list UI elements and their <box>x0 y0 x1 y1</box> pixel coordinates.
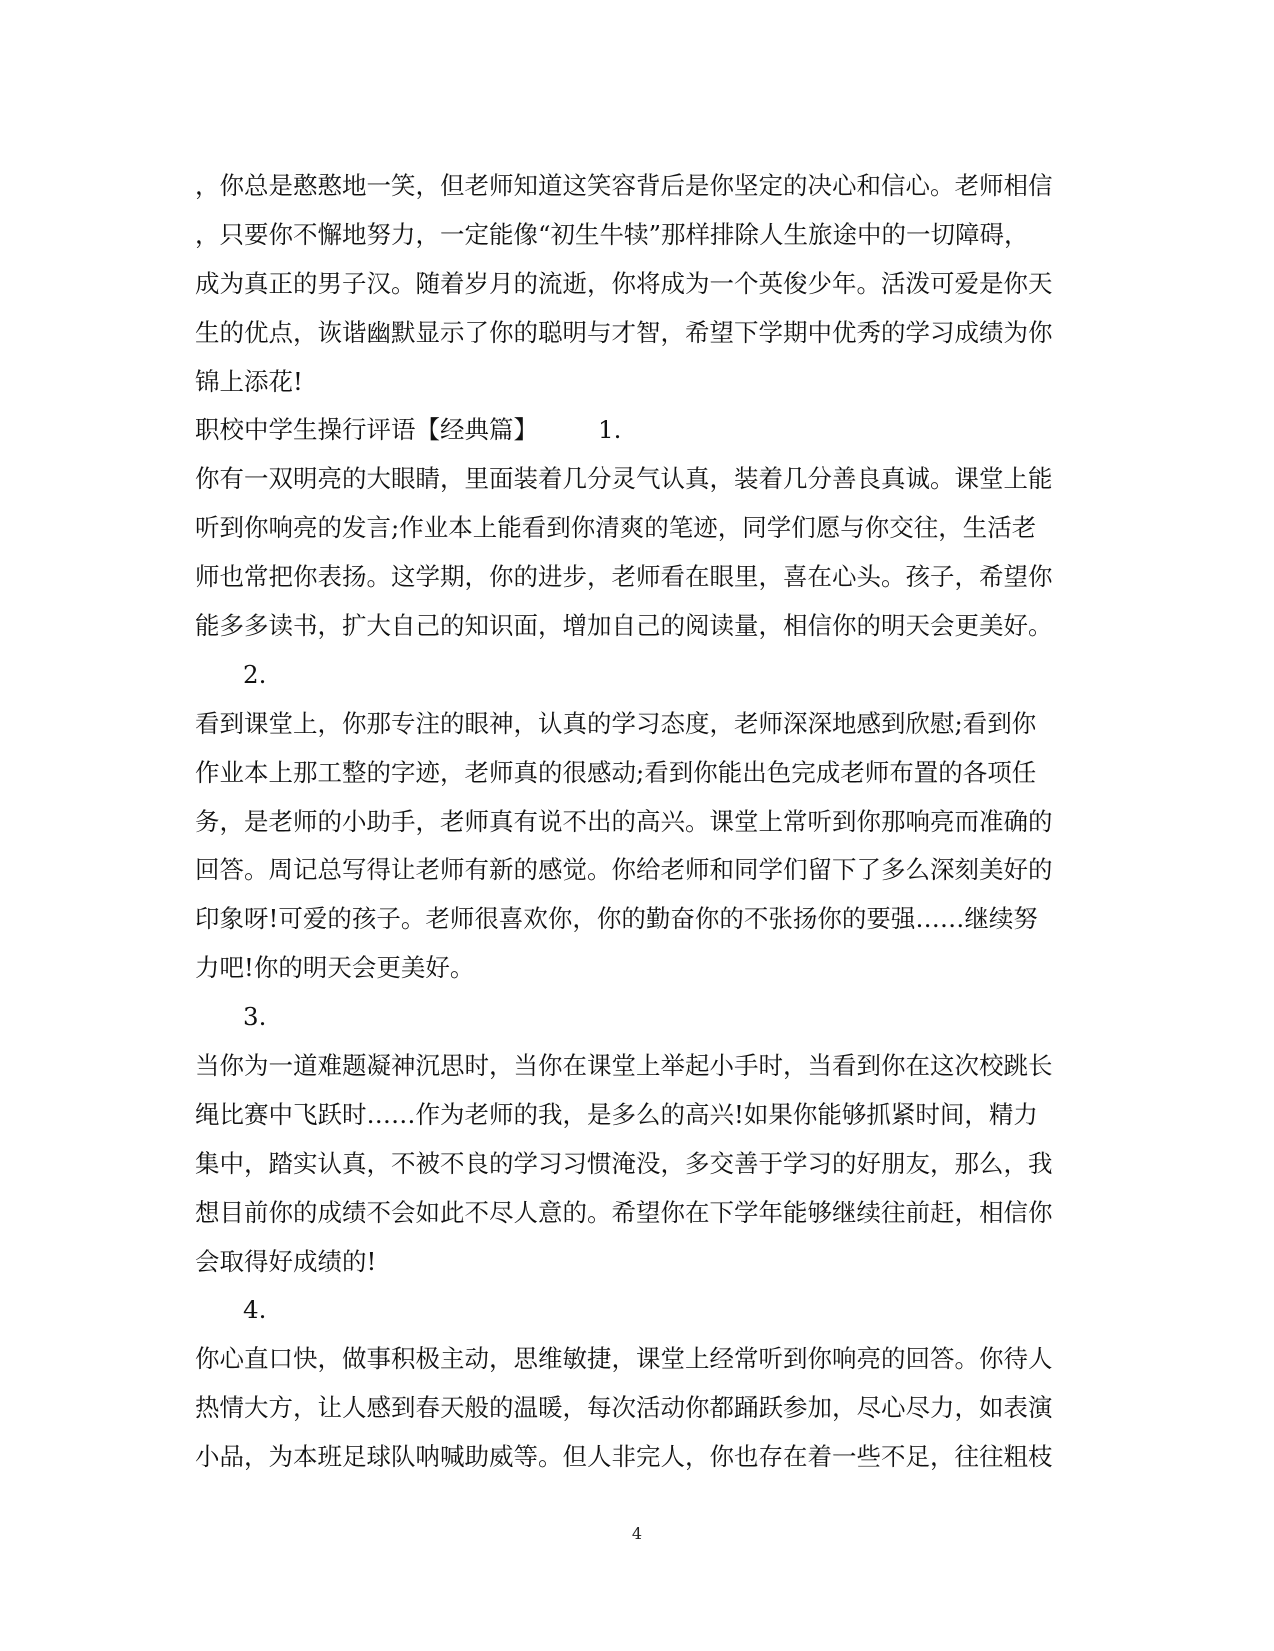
section-heading-number: 1. <box>598 415 622 445</box>
section-heading-title: 职校中学生操行评语【经典篇】 <box>195 415 538 445</box>
paragraph-line: 你心直口快，做事积极主动，思维敏捷，课堂上经常听到你响亮的回答。你待人 <box>195 1344 1053 1374</box>
paragraph-line: 你有一双明亮的大眼睛，里面装着几分灵气认真，装着几分善良真诚。课堂上能 <box>195 464 1053 494</box>
paragraph-line: 会取得好成绩的! <box>195 1246 377 1276</box>
paragraph-line: 生的优点，诙谐幽默显示了你的聪明与才智，希望下学期中优秀的学习成绩为你 <box>195 317 1053 347</box>
paragraph-line: 锦上添花! <box>195 366 303 396</box>
item-number: 2. <box>243 659 267 689</box>
paragraph-line: 印象呀!可爱的孩子。老师很喜欢你，你的勤奋你的不张扬你的要强……继续努 <box>195 904 1038 934</box>
paragraph-line: ，只要你不懈地努力，一定能像“初生牛犊”那样排除人生旅途中的一切障碍， <box>195 219 1029 249</box>
paragraph-line: 听到你响亮的发言;作业本上能看到你清爽的笔迹，同学们愿与你交往，生活老 <box>195 513 1037 543</box>
page-number: 4 <box>631 1524 643 1543</box>
section-heading <box>195 406 1075 455</box>
paragraph-line: 小品，为本班足球队呐喊助威等。但人非完人，你也存在着一些不足，往往粗枝 <box>195 1442 1053 1472</box>
paragraph-line: 作业本上那工整的字迹，老师真的很感动;看到你能出色完成老师布置的各项任 <box>195 757 1037 787</box>
paragraph-line: 当你为一道难题凝神沉思时，当你在课堂上举起小手时，当看到你在这次校跳长 <box>195 1051 1053 1081</box>
paragraph-line: 想目前你的成绩不会如此不尽人意的。希望你在下学年能够继续往前赶，相信你 <box>195 1197 1053 1227</box>
paragraph-line: 成为真正的男子汉。随着岁月的流逝，你将成为一个英俊少年。活泼可爱是你天 <box>195 268 1053 298</box>
document-body <box>195 162 1075 1482</box>
paragraph-line: 师也常把你表扬。这学期，你的进步，老师看在眼里，喜在心头。孩子，希望你 <box>195 562 1053 592</box>
paragraph-line: 热情大方，让人感到春天般的温暖，每次活动你都踊跃参加，尽心尽力，如表演 <box>195 1393 1053 1423</box>
item-number: 3. <box>243 1002 267 1032</box>
item-number: 4. <box>243 1295 267 1325</box>
paragraph-line: 集中，踏实认真，不被不良的学习习惯淹没，多交善于学习的好朋友，那么，我 <box>195 1148 1053 1178</box>
paragraph-line: 务，是老师的小助手，老师真有说不出的高兴。课堂上常听到你那响亮而准确的 <box>195 806 1053 836</box>
paragraph-line: 绳比赛中飞跃时……作为老师的我，是多么的高兴!如果你能够抓紧时间，精力 <box>195 1099 1038 1129</box>
paragraph-line: 看到课堂上，你那专注的眼神，认真的学习态度，老师深深地感到欣慰;看到你 <box>195 708 1037 738</box>
paragraph-line: 力吧!你的明天会更美好。 <box>195 953 475 983</box>
paragraph-line: 回答。周记总写得让老师有新的感觉。你给老师和同学们留下了多么深刻美好的 <box>195 855 1053 885</box>
paragraph-line: 能多多读书，扩大自己的知识面，增加自己的阅读量，相信你的明天会更美好。 <box>195 611 1053 641</box>
paragraph-line: ，你总是憨憨地一笑，但老师知道这笑容背后是你坚定的决心和信心。老师相信 <box>195 171 1053 200</box>
